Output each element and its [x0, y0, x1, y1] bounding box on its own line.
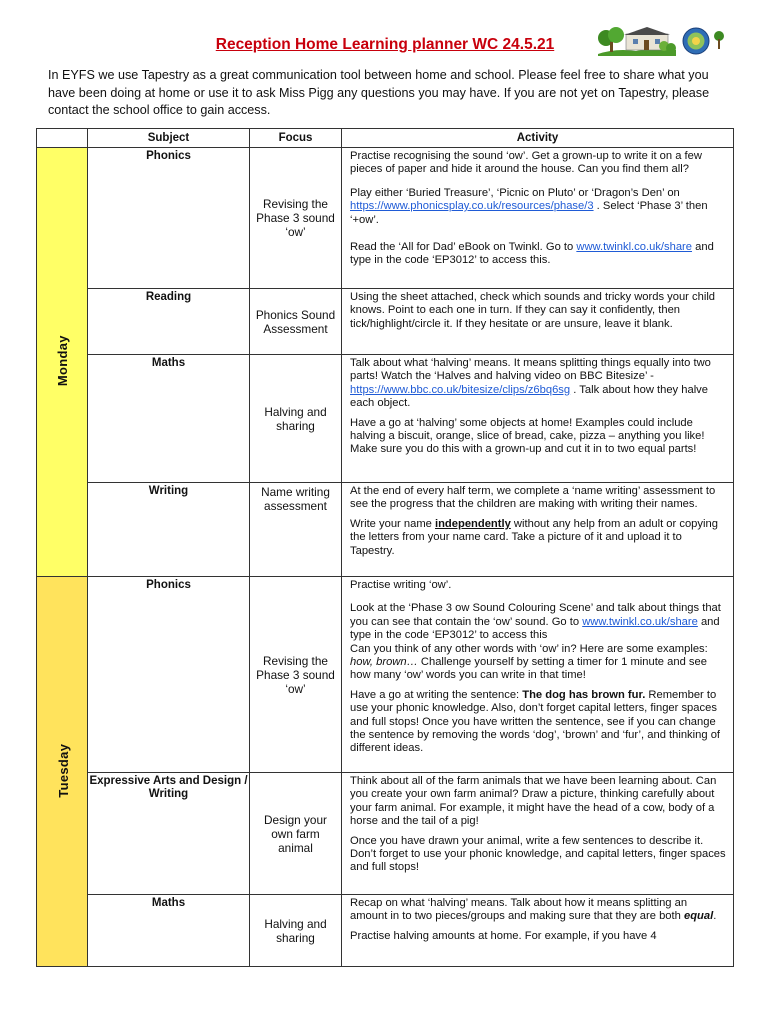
focus-phonics: Revising the Phase 3 sound ‘ow’ — [250, 148, 342, 289]
activity-text: Using the sheet attached, check which sounds and tricky words your child knows. Point to each one in turn. If they can say it confidently, then tick/highlight/circle it. If they hesitate or are unsure, leave it blank. — [350, 291, 716, 330]
subject-phonics: Phonics — [88, 148, 250, 289]
activity-phonics — [342, 148, 734, 289]
activity-text: Have a go at ‘halving’ some objects at home! Examples could include halving a biscuit, orange, slice of bread, cake, pizza – anything you like! Make sure you do this with a grown-up and cut it in to two equal parts! — [350, 416, 705, 456]
subject-maths: Maths — [88, 355, 250, 483]
page-title: Reception Home Learning planner WC 24.5.21 — [215, 36, 555, 53]
table-row — [37, 773, 734, 895]
intro-paragraph: In EYFS we use Tapestry as a great communication tool between home and school. Please feel free to share what you have been doing at home or use it to ask Miss Pigg any questions you may have. If you are not yet on Tapestry, please contact the school office to gain access. — [48, 68, 710, 117]
activity-phonics — [342, 577, 734, 773]
table-row — [37, 289, 734, 355]
table-row — [37, 483, 734, 577]
activity-maths — [342, 355, 734, 483]
table-row — [37, 148, 734, 289]
twinkl-link[interactable]: www.twinkl.co.uk/share — [582, 615, 698, 628]
subject-maths: Maths — [88, 895, 250, 967]
activity-text: At the end of every half term, we complete a ‘name writing’ assessment to see the progress that the children are making with writing their names. — [350, 485, 716, 511]
table-row — [37, 355, 734, 483]
twinkl-link[interactable]: www.twinkl.co.uk/share — [576, 241, 693, 254]
subject-reading: Reading — [88, 289, 250, 355]
header-subject: Subject — [88, 129, 250, 148]
subject-writing: Writing — [88, 483, 250, 577]
table-row — [37, 577, 734, 773]
phonicsplay-link[interactable]: https://www.phonicsplay.co.uk/resources/phase/3 — [350, 200, 594, 213]
header-day-blank — [37, 129, 88, 148]
activity-text: Think about all of the farm animals that we have been learning about. Can you create your own farm animal? Draw a picture, thinking carefully about your farm animal. For example, it might have the head of a cow, body of a horse and the tail of a pig! — [350, 775, 717, 828]
subject-phonics: Phonics — [88, 577, 250, 773]
school-logo — [596, 26, 726, 56]
activity-text: Practise recognising the sound ‘ow’. Get a grown-up to write it on a few pieces of paper and hide it around the house. Can you find them all? — [350, 150, 702, 176]
activity-text: Once you have drawn your animal, write a few sentences to describe it. Don’t forget to use your phonic knowledge, and capital letters, finger spaces and full stops! — [350, 834, 726, 874]
table-row — [37, 895, 734, 967]
header-focus: Focus — [250, 129, 342, 148]
activity-expressive-arts — [342, 773, 734, 895]
day-tuesday — [37, 577, 88, 967]
day-label-tuesday: Tuesday — [56, 743, 72, 798]
focus-reading: Phonics Sound Assessment — [250, 289, 342, 355]
header-row — [37, 129, 734, 148]
activity-reading — [342, 289, 734, 355]
bbc-bitesize-link[interactable]: https://www.bbc.co.uk/bitesize/clips/z6bq6sg — [350, 383, 571, 396]
subject-expressive-arts: Expressive Arts and Design / Writing — [88, 773, 250, 895]
activity-text: Recap on what ‘halving’ means. Talk about how it means splitting an amount in to two pieces/groups and making sure that they are both equal. — [350, 897, 717, 923]
day-label-monday: Monday — [54, 335, 70, 387]
activity-text: Read the ‘All for Dad’ eBook on Twinkl. Go to www.twinkl.co.uk/share and type in the code ‘EP3012’ to access this. — [350, 241, 714, 267]
activity-text: Have a go at writing the sentence: The dog has brown fur. Remember to use your phonic knowledge. Also, don’t forget capital letters, finger spaces and full stops! Once you have written the sentence, see if you can change the sentence by removing the words ‘dog’, ‘brown’ and ‘fur’, and thinking of different ideas. — [350, 688, 721, 755]
focus-maths: Halving and sharing — [250, 355, 342, 483]
activity-text: Play either ‘Buried Treasure’, ‘Picnic on Pluto’ or ‘Dragon’s Den’ on https://www.phonicsplay.co.uk/resources/phase/3 . Select ‘Phase 3’ then ‘+ow’. — [350, 186, 708, 226]
focus-expressive-arts: Design your own farm animal — [250, 773, 342, 895]
activity-text: Practise writing ‘ow’. — [350, 579, 452, 591]
activity-text: Look at the ‘Phase 3 ow Sound Colouring Scene’ and talk about things that you can see that contain the ‘ow’ sound. Go to www.twinkl.co.uk/share and type in the code ‘EP3012’ to access this Can you think of any other words with ‘ow’ in? Here are some examples: how, brown… Challenge yourself by setting a timer for 1 minute and see how many ‘ow’ words you can write in that time! — [350, 602, 721, 682]
focus-writing: Name writing assessment — [250, 483, 342, 577]
planner-table — [36, 128, 734, 967]
activity-text: Talk about what ‘halving’ means. It means splitting things equally into two parts! Watch the ‘Halves and halving video on BBC Bitesize’ - https://www.bbc.co.uk/bitesize/clips/z6bq6sg . Talk about how they halve each object. — [350, 357, 711, 410]
focus-maths: Halving and sharing — [250, 895, 342, 967]
activity-writing — [342, 483, 734, 577]
focus-phonics: Revising the Phase 3 sound ‘ow’ — [250, 577, 342, 773]
activity-text: Practise halving amounts at home. For example, if you have 4 — [350, 929, 657, 942]
activity-text: Write your name independently without any help from an adult or copying the letters from your name card. Take a picture of it and upload it to Tapestry. — [350, 517, 718, 557]
day-monday — [37, 148, 88, 577]
activity-maths — [342, 895, 734, 967]
header-activity: Activity — [342, 129, 734, 148]
